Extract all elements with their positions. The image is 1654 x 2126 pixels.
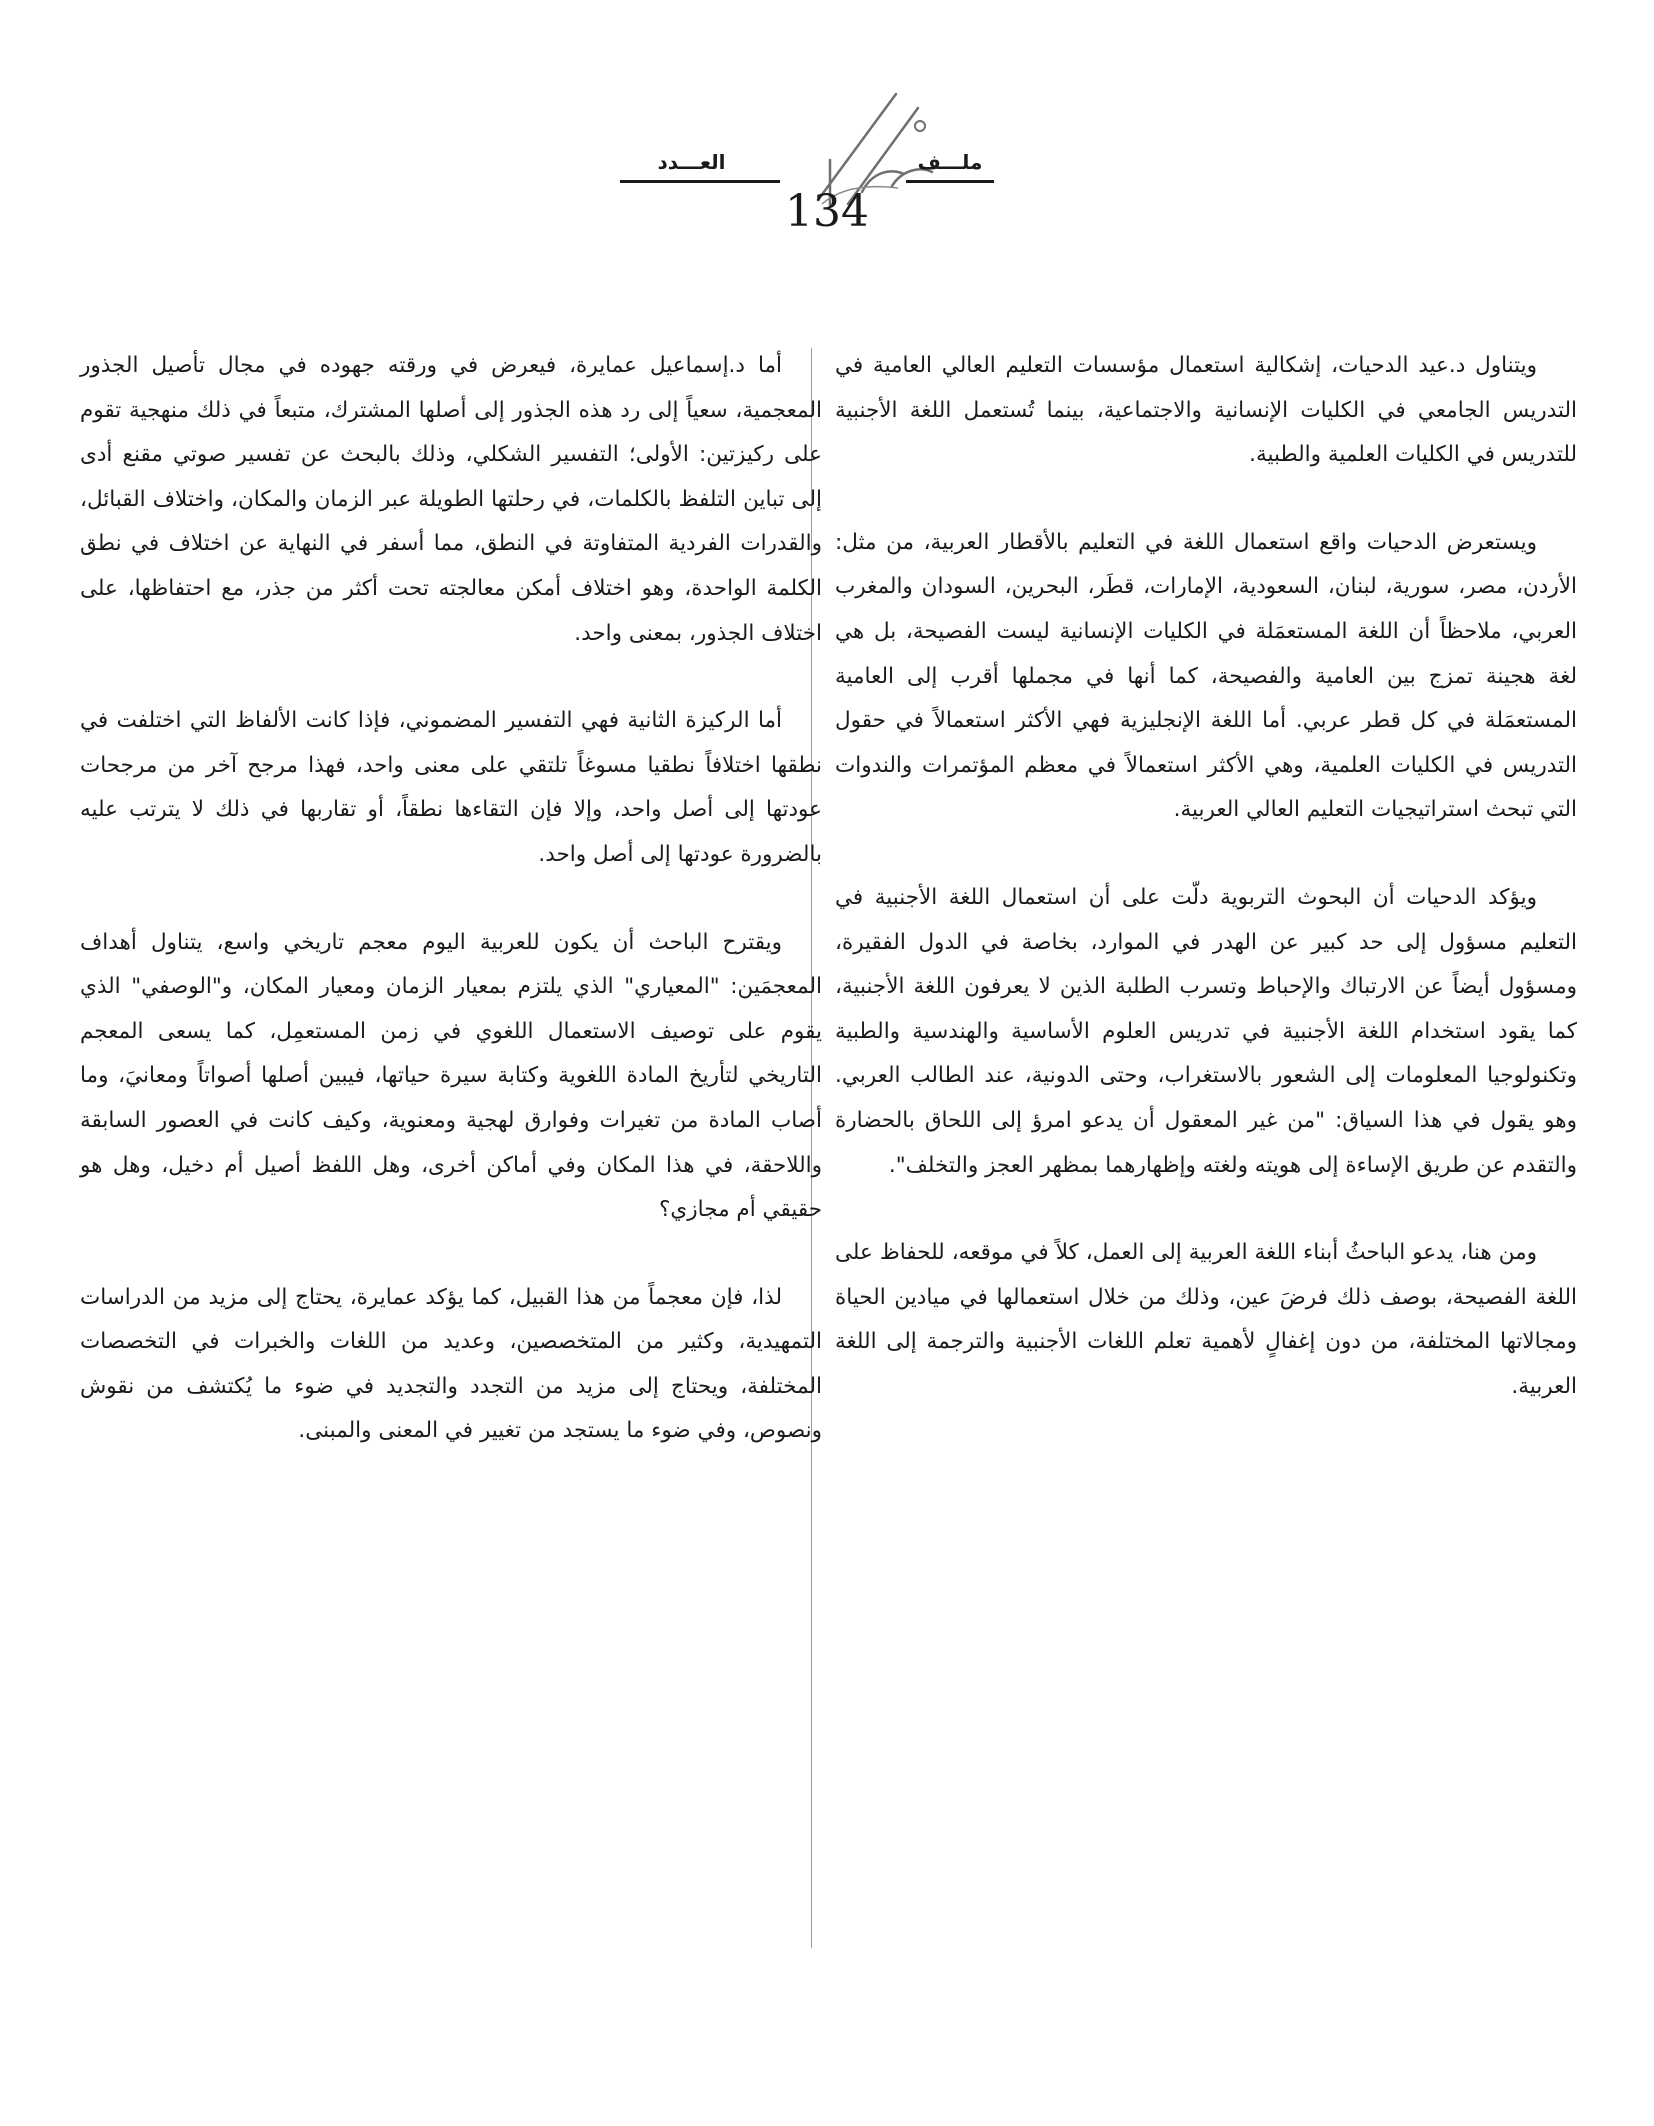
article-column-left — [80, 344, 822, 1454]
page-number: 134 — [785, 186, 869, 237]
section-label-issue: العـــدد — [657, 150, 726, 174]
paragraph: لذا، فإن معجماً من هذا القبيل، كما يؤكد عمايرة، يحتاج إلى مزيد من الدراسات التمهيدية، وكثير من المتخصصين، وعديد من اللغات والخبرات في التخصصات المختلفة، ويحتاج إلى مزيد من التجدد والتجديد في ضوء ما يُكتشف من نقوش ونصوص، وفي ضوء ما يستجد من تغيير في المعنى والمبنى. — [80, 1284, 822, 1444]
paragraph: ومن هنا، يدعو الباحثُ أبناء اللغة العربية إلى العمل، كلاً في موقعه، للحفاظ على اللغة الفصيحة، بوصف ذلك فرضَ عين، وذلك من خلال استعمالها في ميادين الحياة ومجالاتها المختلفة، من دون إغفالٍ لأهمية تعلم اللغات الأجنبية والترجمة إلى اللغة العربية. — [835, 1240, 1577, 1399]
paragraph: ويقترح الباحث أن يكون للعربية اليوم معجم تاريخي واسع، يتناول أهداف المعجمَين: "المعياري" الذي يلتزم بمعيار الزمان ومعيار المكان، و"الوصفي" الذي يقوم على توصيف الاستعمال اللغوي في زمن المستعمِل، كما يسعى المعجم التاريخي لتأريخ المادة اللغوية وكتابة سيرة حياتها، فيبين أصلها أصواتاً ومعانيَ، وما أصاب المادة من تغيرات وفوارق لهجية ومعنوية، وكيف كانت في العصور السابقة واللاحقة، في هذا المكان وفي أماكن أخرى، وهل اللفظ أصيل أم دخيل، وهل هو حقيقي أم مجازي؟ — [80, 929, 822, 1223]
paragraph: ويستعرض الدحيات واقع استعمال اللغة في التعليم بالأقطار العربية، من مثل: الأردن، مصر، سورية، لبنان، السعودية، الإمارات، قطَر، البحرين، السودان والمغرب العربي، ملاحظاً أن اللغة المستعمَلة في الكليات الإنسانية ليست الفصيحة، بل هي لغة هجينة تمزج بين العامية والفصيحة، كما أنها في مجملها أقرب إلى العامية المستعمَلة في كل قطر عربي. أما اللغة الإنجليزية فهي الأكثر استعمالاً في حقول التدريس في الكليات العلمية، وهي الأكثر استعمالاً في معظم المؤتمرات والندوات التي تبحث استراتيجيات التعليم العالي العربية. — [835, 529, 1577, 823]
paragraph: أما د.إسماعيل عمايرة، فيعرض في ورقته جهوده في مجال تأصيل الجذور المعجمية، سعياً إلى رد هذه الجذور إلى أصلها المشترك، متبعاً في ذلك منهجية تقوم على ركيزتين: الأولى؛ التفسير الشكلي، وذلك بالبحث عن تفسير صوتي مقنع أدى إلى تباين التلفظ بالكلمات، في رحلتها الطويلة عبر الزمان والمكان، واختلاف القبائل، والقدرات الفردية المتفاوتة في النطق، مما أسفر في النهاية عن اختلاف في نطق الكلمة الواحدة، وهو اختلاف أمكن معالجته تحت أكثر من جذر، مع احتفاظها، على اختلاف الجذور، بمعنى واحد. — [80, 353, 822, 646]
header-rule-right — [906, 180, 994, 183]
paragraph: ويتناول د.عيد الدحيات، إشكالية استعمال مؤسسات التعليم العالي العامية في التدريس الجامعي في الكليات الإنسانية والاجتماعية، بينما تُستعمل اللغة الأجنبية للتدريس في الكليات العلمية والطبية. — [835, 353, 1577, 468]
paragraph: ويؤكد الدحيات أن البحوث التربوية دلّت على أن استعمال اللغة الأجنبية في التعليم مسؤول إلى حد كبير عن الهدر في الموارد، بخاصة في الدول الفقيرة، ومسؤول أيضاً عن الارتباك والإحباط وتسرب الطلبة الذين لا يعرفون اللغة الأجنبية، كما يقود استخدام اللغة الأجنبية في تدريس العلوم الأساسية والهندسية والطبية وتكنولوجيا المعلومات إلى الشعور بالاستغراب، وحتى الدونية، عند الطالب العربي. وهو يقول في هذا السياق: "من غير المعقول أن يدعو امرؤ إلى اللحاق بالحضارة والتقدم عن طريق الإساءة إلى هويته ولغته وإظهارهما بمظهر العجز والتخلف". — [835, 884, 1577, 1178]
page-header — [0, 88, 1654, 258]
header-rule-left — [620, 180, 780, 183]
section-label-file: ملـــف — [917, 150, 983, 174]
paragraph: أما الركيزة الثانية فهي التفسير المضموني، فإذا كانت الألفاظ التي اختلفت في نطقها اختلافاً نطقيا مسوغاً تلتقي على معنى واحد، فهذا مرجح آخر من مرجحات عودتها إلى أصل واحد، وإلا فإن التقاءها نطقاً، أو تقاربها في ذلك لا يترتب عليه بالضرورة عودتها إلى أصل واحد. — [80, 708, 822, 867]
article-column-right — [835, 344, 1577, 1409]
